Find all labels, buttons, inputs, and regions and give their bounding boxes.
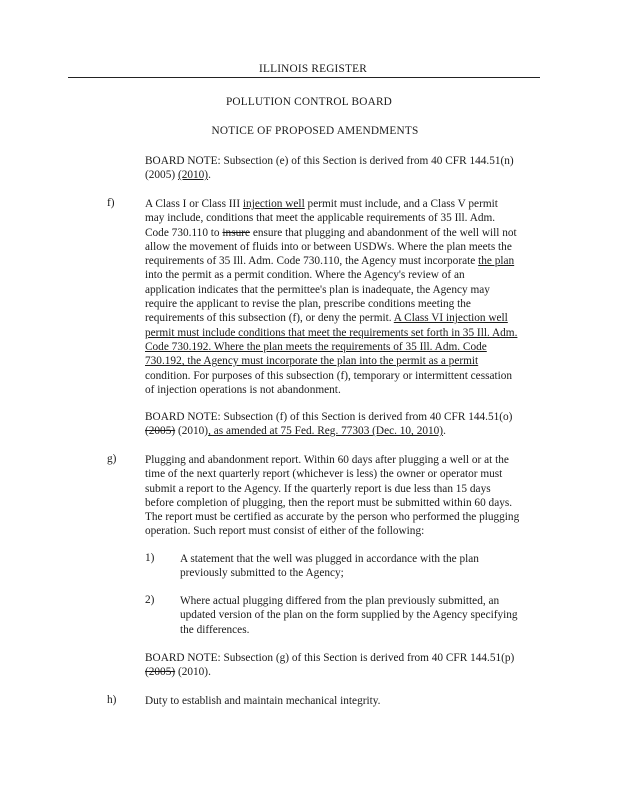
note-e-line-2: (2005) (2010). [145, 169, 211, 182]
item-g2-text: Where actual plugging differed from the plan previously submitted, an updated version of the plan on the form supplied by the Agency specifying the differences. [180, 595, 518, 636]
inserted-text: permit must include conditions that meet the requirements set forth in 35 Ill. Adm. [145, 326, 518, 339]
deleted-text: insure [222, 226, 251, 239]
board-note-f: BOARD NOTE: Subsection (f) of this Section is derived from 40 CFR 144.51(o) (2005) (2010), as amended at 75 Fed. Reg. 77303 (Dec. 10, 2010). [145, 411, 513, 438]
deleted-text: (2005) [145, 666, 176, 679]
item-g1-text: A statement that the well was plugged in accordance with the plan previously submitted to the Agency; [180, 553, 479, 580]
item-g-text: Plugging and abandonment report. Within 60 days after plugging a well or at the time of the next quarterly report (whichever is less) the owner or operator must submit a report to the Agency. If the quarterly report is due less than 15 days before completion of plugging, then the report must be submitted within 60 days. The report must be certified as accurate by the person who performed the plugging operation. Such report must consist of either of the following: [145, 454, 520, 538]
item-h-text: Duty to establish and maintain mechanical integrity. [145, 695, 381, 707]
inserted-text: injection well [242, 198, 305, 210]
board-note-e [145, 154, 545, 183]
inserted-text: A Class VI injection well [393, 312, 508, 325]
inserted-text: 730.192, the Agency must incorporate the plan into the permit as a permit [145, 355, 479, 368]
deleted-text: (2005) [145, 425, 176, 438]
notice-title: NOTICE OF PROPOSED AMENDMENTS [211, 125, 419, 137]
board-title: POLLUTION CONTROL BOARD [225, 96, 393, 108]
item-f-label: f) [107, 197, 115, 209]
inserted-text: Code 730.192. Where the plan meets the requirements of 35 Ill. Adm. Code [145, 340, 487, 353]
item-g2-label: 2) [145, 594, 155, 606]
item-g-label: g) [107, 453, 117, 465]
item-f-text: A Class I or Class III injection well permit must include, and a Class V permit may include, conditions that meet the applicable requirements of 35 Ill. Adm. Code 730.110 to insure ensure that plugging and abandonment of the well will not allow the movement of fluids into or between USDWs. Where the plan meets the requirements of 35 Ill. Adm. Code 730.110, the Agency must incorporate the plan into the permit as a permit condition. Where the Agency's review of an application indicates that the permittee's plan is inadequate, the Agency may require the applicant to revise the plan, prescribe conditions meeting the requirements of this subsection (f), or deny the permit. A Class VI injection well permit must include conditions that meet the requirements set forth in 35 Ill. Adm. Code 730.192. Where the plan meets the requirements of 35 Ill. Adm. Code 730.192, the Agency must incorporate the plan into the permit as a permit condition. For purposes of this subsection (f), temporary or intermittent cessation of injection operations is not abandonment. [145, 198, 518, 396]
note-e-line-1: BOARD NOTE: Subsection (e) of this Section is derived from 40 CFR 144.51(n) [145, 155, 514, 167]
inserted-text: the plan [478, 255, 515, 268]
header-rule [68, 77, 540, 78]
register-title: ILLINOIS REGISTER [259, 63, 367, 75]
inserted-text: (2010) [177, 169, 209, 182]
board-note-g: BOARD NOTE: Subsection (g) of this Section is derived from 40 CFR 144.51(p) (2005) (2010). [145, 652, 515, 679]
inserted-text: , as amended at 75 Fed. Reg. 77303 (Dec. 10, 2010) [208, 425, 444, 438]
item-h-label: h) [107, 694, 117, 706]
item-g1-label: 1) [145, 552, 155, 564]
